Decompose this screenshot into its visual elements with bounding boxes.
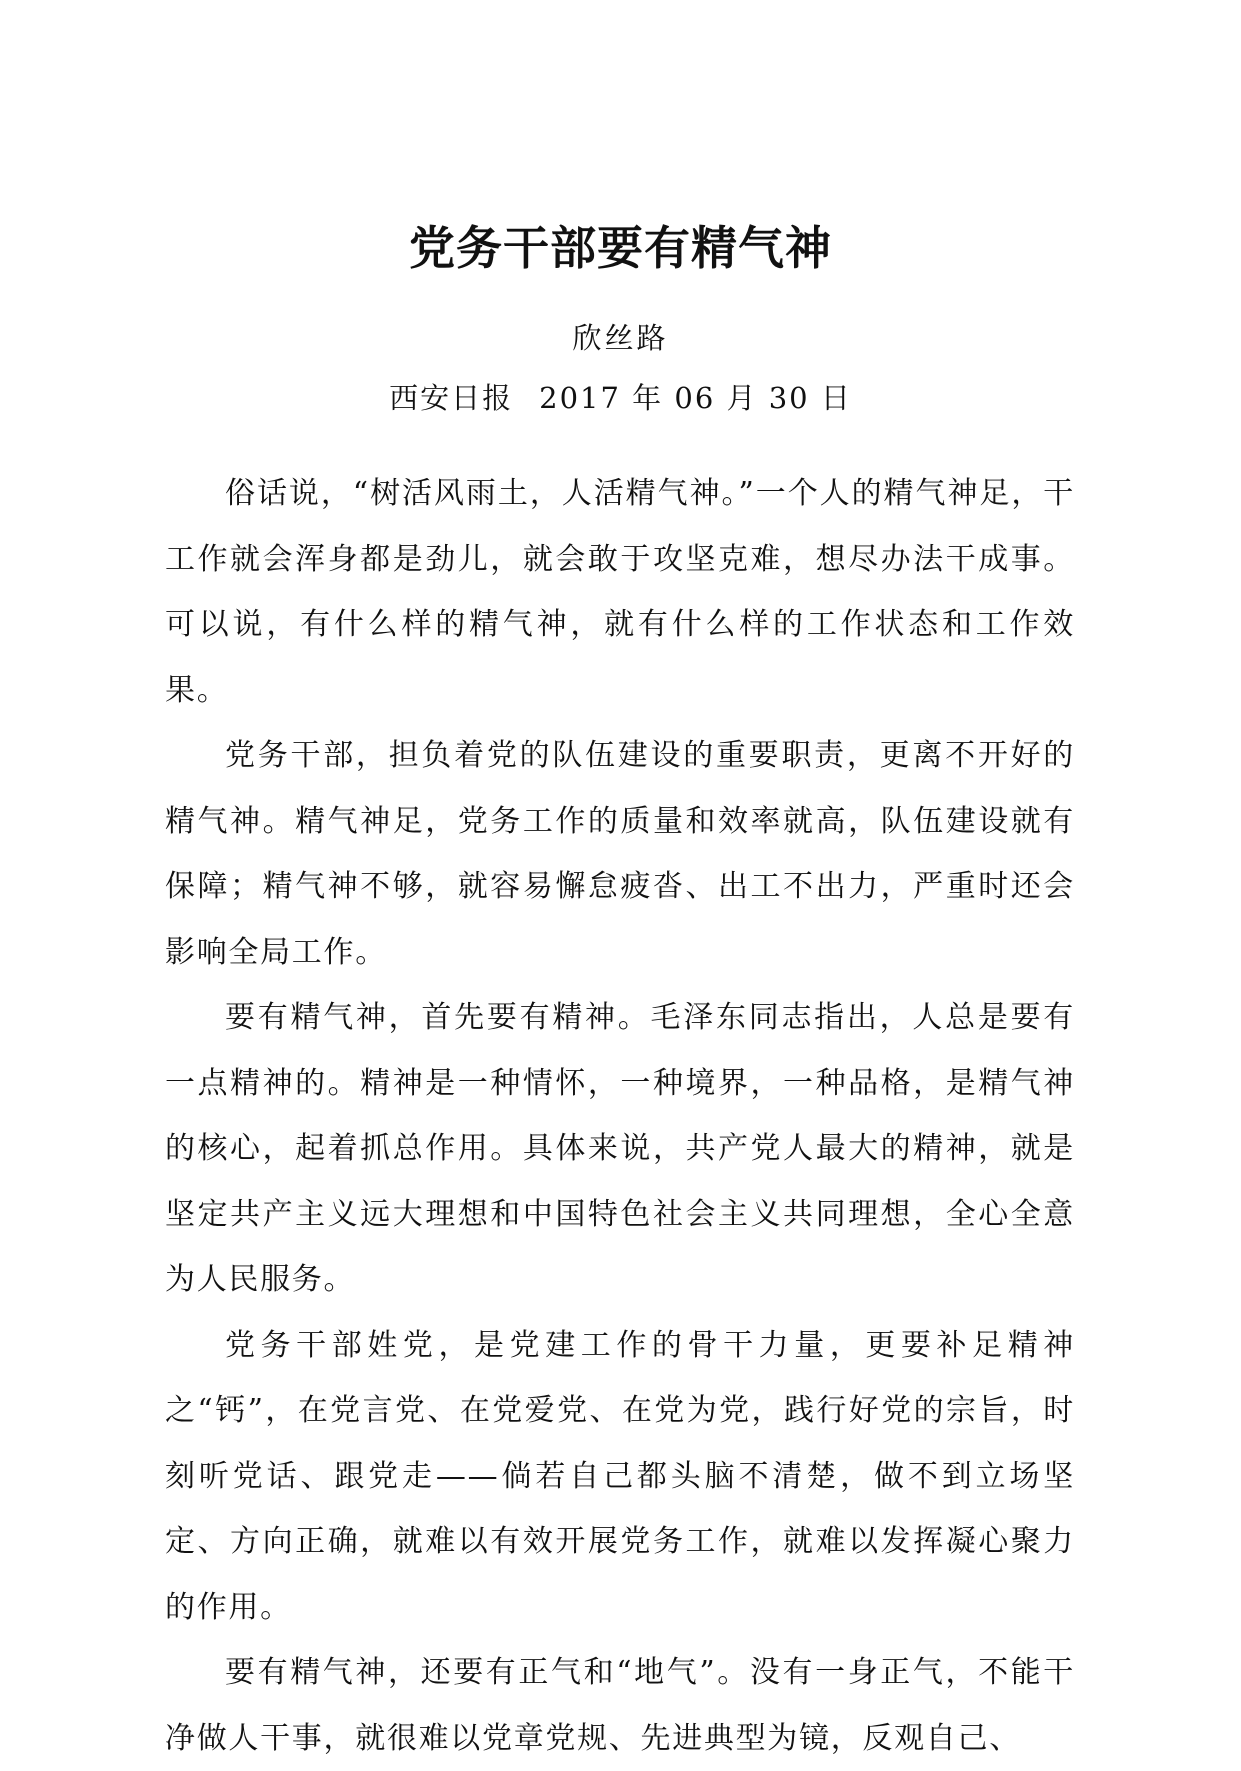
paragraph: 要有精气神，还要有正气和“地气”。没有一身正气，不能干净做人干事，就很难以党章党规、先进典型为镜，反观自己、 [165, 1655, 1075, 1756]
article-source-line [0, 378, 1241, 418]
source-date: 2017 年 06 月 30 日 [539, 381, 852, 415]
paragraph: 党务干部，担负着党的队伍建设的重要职责，更离不开好的精气神。精气神足，党务工作的质量和效率就高，队伍建设就有保障；精气神不够，就容易懈怠疲沓、出工不出力，严重时还会影响全局工作。 [165, 738, 1075, 970]
paragraph: 俗话说，“树活风雨土，人活精气神。”一个人的精气神足，干工作就会浑身都是劲儿，就会敢于攻坚克难，想尽办法干成事。可以说，有什么样的精气神，就有什么样的工作状态和工作效果。 [165, 476, 1075, 708]
article-author: 欣丝路 [572, 321, 669, 355]
paragraph: 要有精气神，首先要有精神。毛泽东同志指出，人总是要有一点精神的。精神是一种情怀，一种境界，一种品格，是精气神的核心，起着抓总作用。具体来说，共产党人最大的精神，就是坚定共产主义远大理想和中国特色社会主义共同理想，全心全意为人民服务。 [165, 1000, 1075, 1297]
article-body [165, 461, 1075, 1771]
paragraph: 党务干部姓党，是党建工作的骨干力量，更要补足精神之“钙”，在党言党、在党爱党、在党为党，践行好党的宗旨，时刻听党话、跟党走——倘若自己都头脑不清楚，做不到立场坚定、方向正确，就难以有效开展党务工作，就难以发挥凝心聚力的作用。 [165, 1327, 1075, 1625]
source-name: 西安日报 [389, 381, 514, 415]
article-title: 党务干部要有精气神 [409, 221, 832, 275]
